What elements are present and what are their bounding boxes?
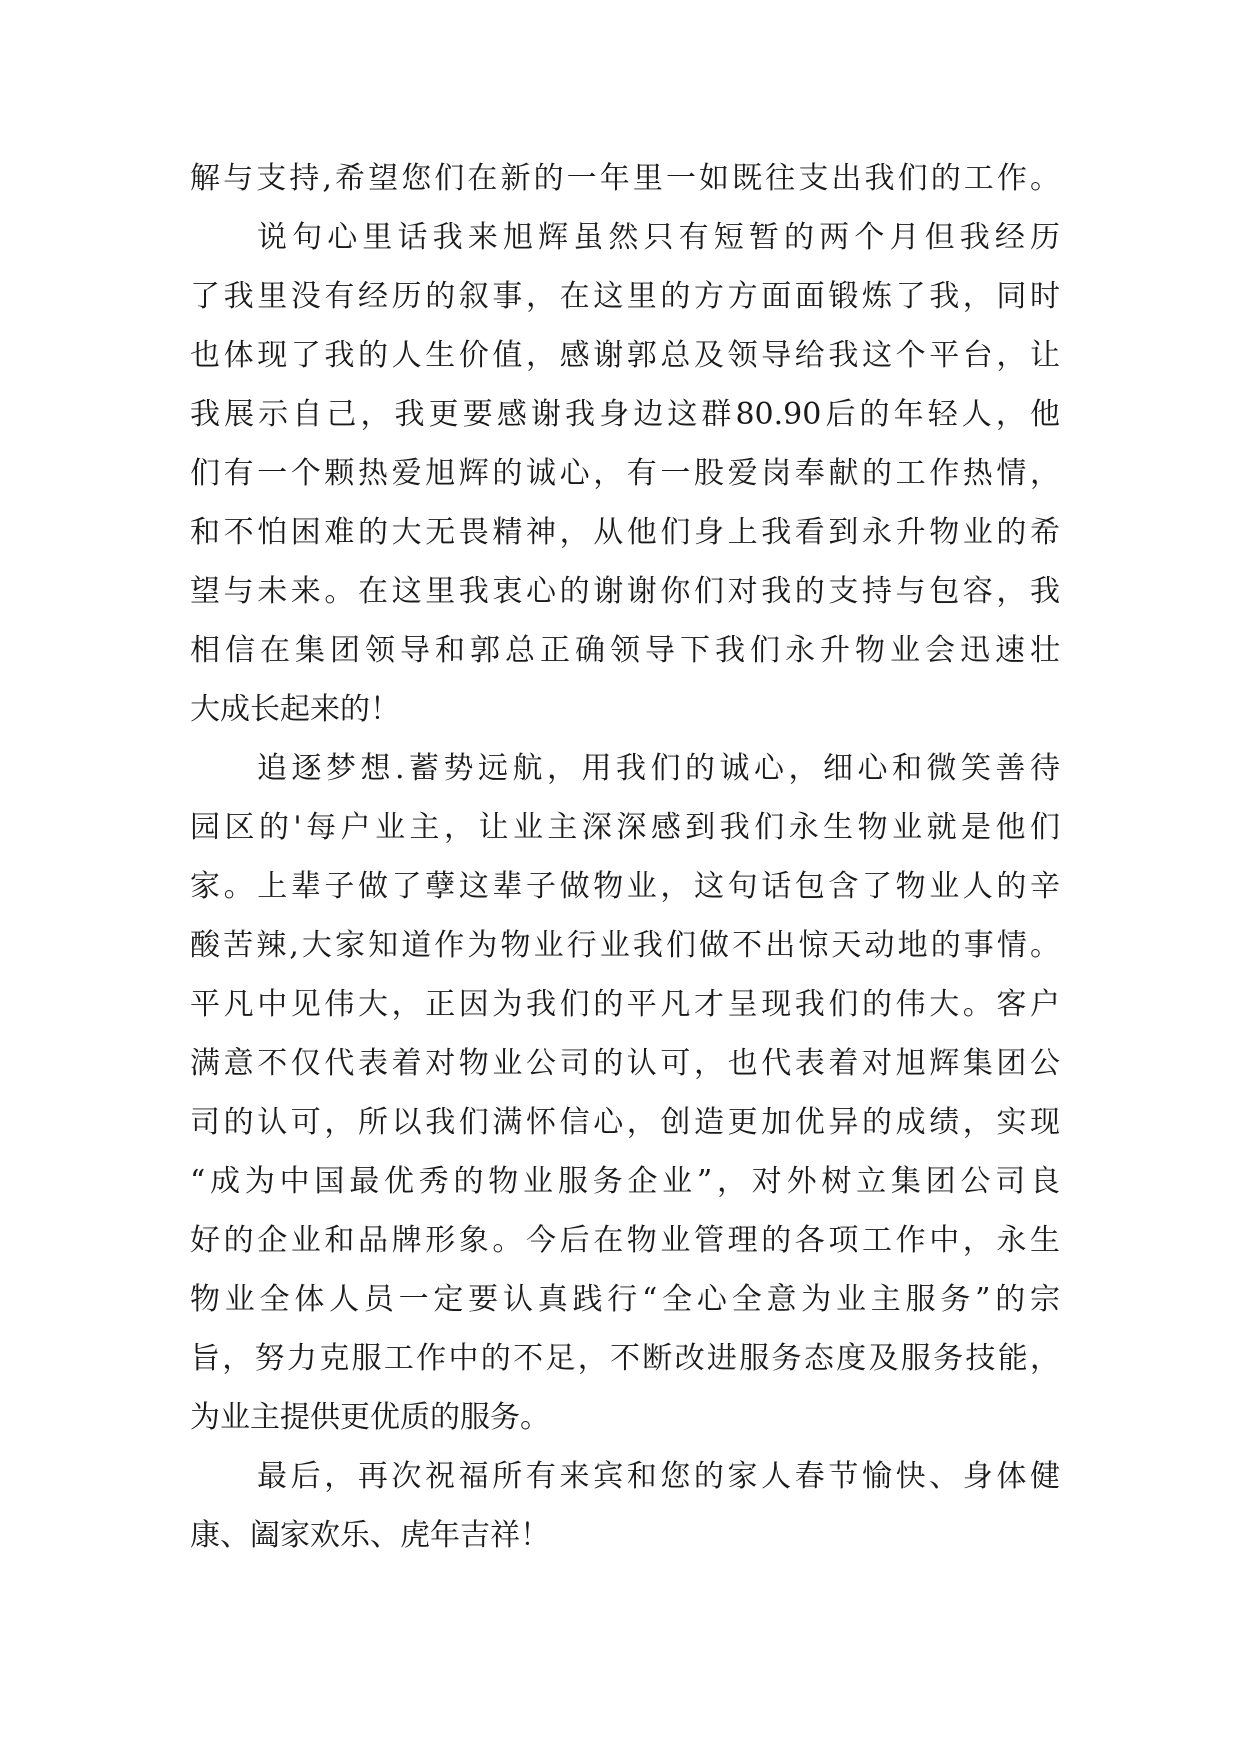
paragraph-end-line: 大成长起来的！ [190,692,400,727]
text-line: 解与支持,希望您们在新的一年里一如既往支出我们的工作。 [190,161,1060,196]
text-line: 相信在集团领导和郭总正确领导下我们永升物业会迅速壮 [190,633,1060,668]
text-line: 园区的'每户业主，让业主深深感到我们永生物业就是他们 [190,810,1060,845]
text-line: 我展示自己，我更要感谢我身边这群80.90后的年轻人，他 [190,397,1060,432]
text-line: 满意不仅代表着对物业公司的认可，也代表着对旭辉集团公 [190,1046,1060,1081]
text-line: 们有一个颗热爱旭辉的诚心，有一股爱岗奉献的工作热情， [190,456,1060,491]
paragraph-end-line: 康、阖家欢乐、虎年吉祥！ [190,1518,550,1553]
text-line: 平凡中见伟大，正因为我们的平凡才呈现我们的伟大。客户 [190,987,1060,1022]
text-line: 望与未来。在这里我衷心的谢谢你们对我的支持与包容，我 [190,574,1060,609]
text-line: 旨，努力克服工作中的不足，不断改进服务态度及服务技能， [190,1341,1060,1376]
paragraph-start-line: 说句心里话我来旭辉虽然只有短暂的两个月但我经历 [257,220,1060,255]
text-line: 也体现了我的人生价值，感谢郭总及领导给我这个平台，让 [190,338,1060,373]
text-line: 司的认可，所以我们满怀信心，创造更加优异的成绩，实现 [190,1105,1060,1140]
text-line: 物业全体人员一定要认真践行“全心全意为业主服务”的宗 [190,1282,1060,1317]
paragraph-end-line: 为业主提供更优质的服务。 [190,1400,550,1435]
text-line: “成为中国最优秀的物业服务企业”，对外树立集团公司良 [190,1164,1060,1199]
text-line: 好的企业和品牌形象。今后在物业管理的各项工作中，永生 [190,1223,1060,1258]
paragraph-start-line: 追逐梦想.蓄势远航，用我们的诚心，细心和微笑善待 [257,751,1060,786]
text-line: 家。上辈子做了孽这辈子做物业，这句话包含了物业人的辛 [190,869,1060,904]
paragraph-start-line: 最后，再次祝福所有来宾和您的家人春节愉快、身体健 [257,1459,1060,1494]
text-line: 了我里没有经历的叙事，在这里的方方面面锻炼了我，同时 [190,279,1060,314]
text-line: 酸苦辣,大家知道作为物业行业我们做不出惊天动地的事情。 [190,928,1060,963]
text-line: 和不怕困难的大无畏精神，从他们身上我看到永升物业的希 [190,515,1060,550]
